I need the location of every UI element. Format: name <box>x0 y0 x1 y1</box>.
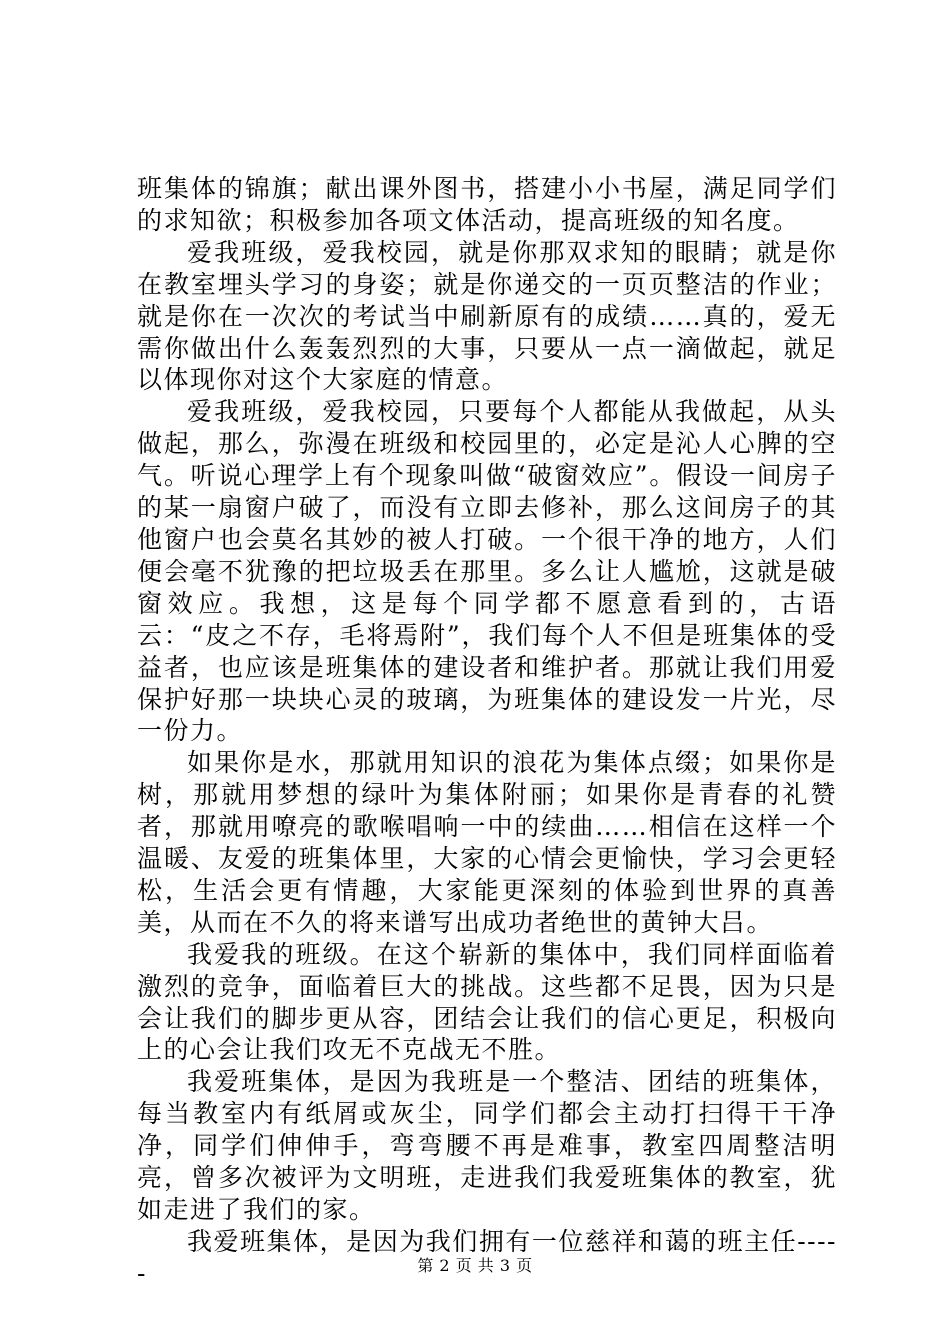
page-number-label: 第 2 页 共 3 页 <box>417 1256 533 1275</box>
page-footer <box>0 1256 950 1276</box>
paragraph-6: 我爱班集体，是因为我班是一个整洁、团结的班集体，每当教室内有纸屑或灰尘，同学们都会主动打扫得干干净净，同学们伸伸手，弯弯腰不再是难事，教室四周整洁明亮，曾多次被评为文明班，走进我们我爱班集体的教室，犹如走进了我们的家。 <box>137 1067 837 1224</box>
paragraph-2: 爱我班级，爱我校园，就是你那双求知的眼睛；就是你在教室埋头学习的身姿；就是你递交的一页页整洁的作业；就是你在一次次的考试当中刷新原有的成绩……真的，爱无需你做出什么轰轰烈烈的大事，只要从一点一滴做起，就足以体现你对这个大家庭的情意。 <box>137 237 837 395</box>
document-body <box>137 173 837 1290</box>
paragraph-7: 我爱班集体，是因为我们拥有一位慈祥和蔼的班主任----- <box>137 1226 837 1288</box>
paragraph-3: 爱我班级，爱我校园，只要每个人都能从我做起，从头做起，那么，弥漫在班级和校园里的，必定是沁人心脾的空气。听说心理学上有个现象叫做“破窗效应”。假设一间房子的某一扇窗户破了，而没有立即去修补，那么这间房子的其他窗户也会莫名其妙的被人打破。一个很干净的地方，人们便会毫不犹豫的把垃圾丢在那里。多么让人尴尬，这就是破窗效应。我想，这是每个同学都不愿意看到的，古语云：“皮之不存，毛将焉附”，我们每个人不但是班集体的受益者，也应该是班集体的建设者和维护者。那就让我们用爱保护好那一块块心灵的玻璃，为班集体的建设发一片光，尽一份力。 <box>137 397 837 746</box>
paragraph-5: 我爱我的班级。在这个崭新的集体中，我们同样面临着激烈的竞争，面临着巨大的挑战。这些都不足畏，因为只是会让我们的脚步更从容，团结会让我们的信心更足，积极向上的心会让我们攻无不克战无不胜。 <box>137 939 837 1065</box>
paragraph-1: 班集体的锦旗；献出课外图书，搭建小小书屋，满足同学们的求知欲；积极参加各项文体活动，提高班级的知名度。 <box>137 174 837 235</box>
paragraph-4: 如果你是水，那就用知识的浪花为集体点缀；如果你是树，那就用梦想的绿叶为集体附丽；如果你是青春的礼赞者，那就用嘹亮的歌喉唱响一中的续曲……相信在这样一个温暖、友爱的班集体里，大家的心情会更愉快，学习会更轻松，生活会更有情趣，大家能更深刻的体验到世界的真善美，从而在不久的将来谱写出成功者绝世的黄钟大吕。 <box>137 748 837 937</box>
